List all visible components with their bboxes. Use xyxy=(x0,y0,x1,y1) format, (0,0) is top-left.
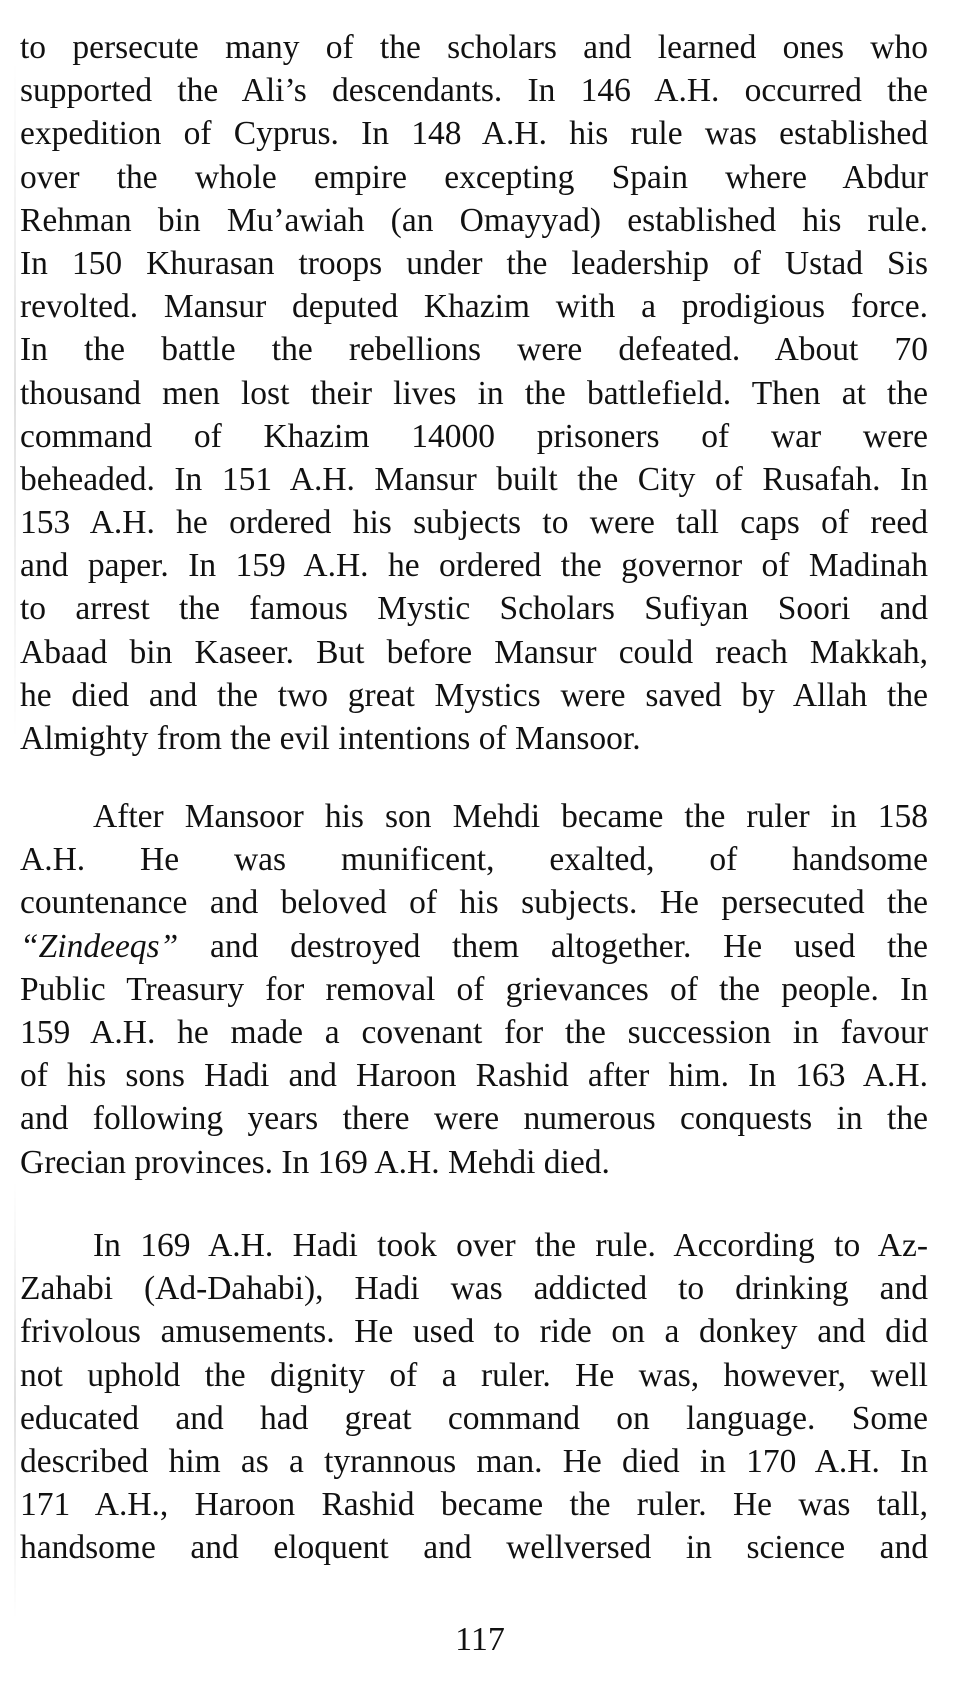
text-line: handsome and eloquent and wellversed in science and xyxy=(20,1529,928,1567)
text-line: In 169 A.H. Hadi took over the rule. According to Az- xyxy=(93,1227,928,1264)
text-line: After Mansoor his son Mehdi became the ruler in 158 xyxy=(93,798,928,835)
text-line: Zahabi (Ad-Dahabi), Hadi was addicted to drinking and xyxy=(20,1270,928,1308)
scan-shadow xyxy=(14,1180,16,1620)
text-line: Grecian provinces. In 169 A.H. Mehdi died. xyxy=(20,1143,610,1181)
scan-shadow xyxy=(14,60,16,740)
text-line: he died and the two great Mystics were saved by Allah the xyxy=(20,676,928,714)
text-line-with-italic xyxy=(20,925,928,968)
text-line: frivolous amusements. He used to ride on a donkey and did xyxy=(20,1313,928,1351)
text-line: described him as a tyrannous man. He died in 170 A.H. In xyxy=(20,1442,928,1480)
paragraph-3 xyxy=(20,1224,928,1570)
text-line: educated and had great command on language. Some xyxy=(20,1399,928,1437)
text-line: to arrest the famous Mystic Scholars Sufiyan Soori and xyxy=(20,590,928,628)
text-line: revolted. Mansur deputed Khazim with a prodigious force. xyxy=(20,288,928,326)
text-line-rest: and destroyed them altogether. He used the xyxy=(210,927,928,965)
text-line: and paper. In 159 A.H. he ordered the governor of Madinah xyxy=(20,547,928,585)
text-line: expedition of Cyprus. In 148 A.H. his rule was established xyxy=(20,115,928,153)
text-line: supported the Ali’s descendants. In 146 A.H. occurred the xyxy=(20,72,928,110)
text-line: Almighty from the evil intentions of Mansoor. xyxy=(20,720,641,757)
text-line: In the battle the rebellions were defeated. About 70 xyxy=(20,331,928,369)
text-line: countenance and beloved of his subjects. He persecuted the xyxy=(20,884,928,922)
text-line: over the whole empire excepting Spain where Abdur xyxy=(20,158,928,196)
page-number: 117 xyxy=(455,1621,505,1658)
text-line: Abaad bin Kaseer. But before Mansur could reach Makkah, xyxy=(20,633,928,671)
text-line: A.H. He was munificent, exalted, of handsome xyxy=(20,841,928,879)
text-line: In 150 Khurasan troops under the leadership of Ustad Sis xyxy=(20,244,928,282)
text-line: beheaded. In 151 A.H. Mansur built the City of Rusafah. In xyxy=(20,460,928,498)
text-line: of his sons Hadi and Haroon Rashid after him. In 163 A.H. xyxy=(20,1057,928,1095)
text-line: command of Khazim 14000 prisoners of war were xyxy=(20,417,928,455)
text-line: Public Treasury for removal of grievances of the people. In xyxy=(20,970,928,1008)
text-line: 159 A.H. he made a covenant for the succession in favour xyxy=(20,1013,928,1051)
text-line: Rehman bin Mu’awiah (an Omayyad) established his rule. xyxy=(20,201,928,239)
text-line: 153 A.H. he ordered his subjects to were tall caps of reed xyxy=(20,504,928,542)
text-line: to persecute many of the scholars and learned ones who xyxy=(20,29,928,66)
paragraph-1 xyxy=(20,26,928,760)
paragraph-2 xyxy=(20,795,928,1184)
text-line: not uphold the dignity of a ruler. He was, however, well xyxy=(20,1356,928,1394)
text-line: 171 A.H., Haroon Rashid became the ruler. He was tall, xyxy=(20,1486,928,1524)
italic-term: “Zindeeqs” xyxy=(20,927,179,965)
text-line: thousand men lost their lives in the battlefield. Then at the xyxy=(20,374,928,412)
text-line: and following years there were numerous conquests in the xyxy=(20,1100,928,1138)
